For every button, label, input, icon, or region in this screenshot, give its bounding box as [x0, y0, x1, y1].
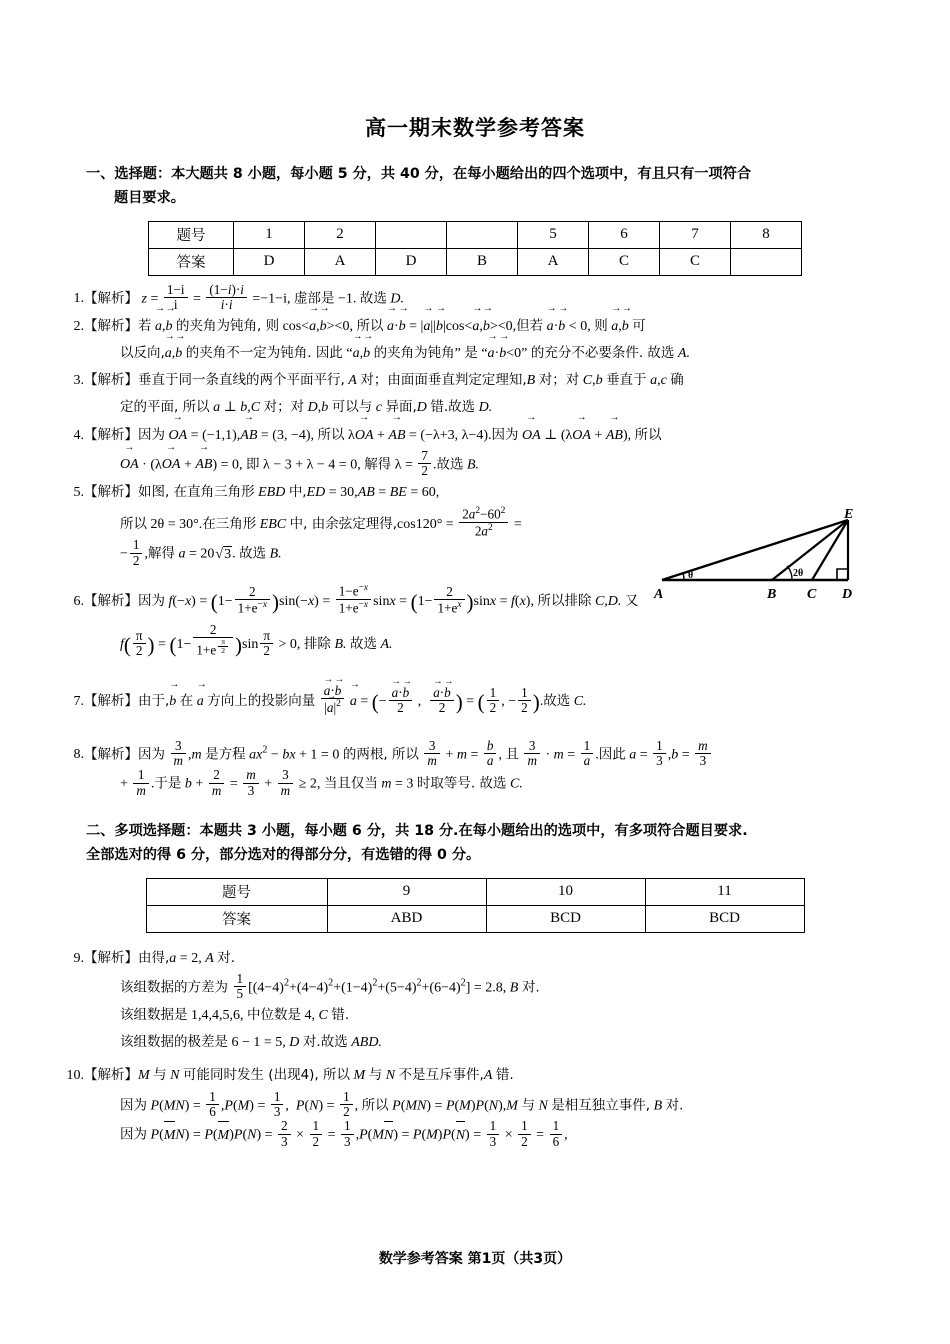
table-cell-a5: A	[518, 248, 589, 275]
figure-problem-5	[652, 508, 872, 608]
page-title: 高一期末数学参考答案	[365, 115, 585, 140]
figure-label-c: C	[807, 587, 817, 602]
figure-label-e: E	[844, 508, 854, 522]
table-cell-q2: 2	[305, 221, 376, 248]
table-cell-a2: A	[305, 248, 376, 275]
section-2-heading-line2: 全部选对的得 6 分，部分选对的得部分分，有选错的得 0 分。	[86, 847, 481, 864]
table-cell-q8: 8	[731, 221, 802, 248]
triangle-abcde-svg	[652, 508, 872, 608]
jiexi-label-9: 【解析】	[84, 949, 138, 966]
table-cell-q4	[447, 221, 518, 248]
solution-number-8: 8.	[73, 747, 84, 762]
section-2-heading-line1: 二、多项选择题：本题共 3 小题，每小题 6 分，共 18 分.在每小题给出的选项中，有多项符合题目要求.	[86, 822, 748, 839]
section-1-heading-line1: 一、选择题：本大题共 8 小题，每小题 5 分，共 40 分，在每小题给出的四个选项中，有且只有一项符合	[86, 166, 752, 182]
table-cell-a3: D	[376, 248, 447, 275]
table-cell-a9: ABD	[327, 905, 486, 932]
section-2-answer-table-wrap	[0, 868, 950, 933]
figure-angle-2theta: 2θ	[793, 568, 804, 579]
jiexi-label-7: 【解析】	[84, 692, 138, 709]
table-cell-q9: 9	[327, 878, 486, 905]
figure-angle-theta: θ	[688, 570, 694, 581]
figure-label-b: B	[767, 587, 777, 602]
table-cell-q3	[376, 221, 447, 248]
solution-item-5: 5.【解析】如图, 在直角三角形 EBD 中,ED = 30,AB = BE = 60, 所以 2θ = 30°.在三角形 EBC 中, 由余弦定理得,cos120° = $\frac{2a^2-60^2}{2a^2}$ = − $\frac{1}{2}$ ,解得 a = 20 √ 3. 故选 B.	[86, 479, 866, 568]
solution-number-3: 3.	[73, 373, 84, 389]
solution-item-1: 1.【解析】 z = $\frac{1-i}{i}$ = $\frac{(1-i)\cdot i}{i\cdot i}$ =−1−i, 虚部是 −1. 故选 D.	[86, 283, 866, 313]
section-2-answer-table	[146, 878, 805, 933]
solution-item-6: 6.【解析】因为 f(−x) = (1− $\frac{2}{1+e^{-x}}$ )sin(−x) = $\frac{1-e^{-x}}{1+e^{-x}}$ sinx = (1− $\frac{2}{1+e^x}$ )sinx = f(x), 所以排除 C,D. 又 f( $\frac{\pi}{2}$ ) = (1− 2 1+e $^{\frac{\pi}{2}}$ )sin $\frac{\pi}{2}$ > 0, 排除 B. 故选 A.	[86, 582, 866, 666]
table-cell-a8	[731, 248, 802, 275]
table-header-question: 题号	[146, 878, 327, 905]
solution-item-4: 4.【解析】因为 OA → = (−1,1),AB → = (3, −4), 所以 λOA → + AB → = (−λ+3, λ−4).因为 OA → ⊥ (λOA → + AB →), 所以 OA → · (λOA → + AB →) = 0, 即 λ − 3 + λ − 4 = 0, 解得 λ = $\frac{7}{2}$ .故选 B.	[86, 422, 866, 479]
right-angle-mark-d	[837, 569, 848, 580]
table-cell-q1: 1	[234, 221, 305, 248]
solution-item-10: 10.【解析】M 与 N 可能同时发生 (出现4), 所以 M 与 N 不是互斥事件,A 错. 因为 P(MN) = $\frac{1}{6}$ ,P(M) = $\frac{1}{3}$ , P(N) = $\frac{1}{2}$ , 所以 P(MN) = P(M)P(N),M 与 N 是相互独立事件, B 对. 因为 P(MN) = P(M)P(N) = $\frac{2}{3}$ × $\frac{1}{2}$ = $\frac{1}{3}$ ,P(MN) = P(M)P(N) = $\frac{1}{3}$ × $\frac{1}{2}$ = $\frac{1}{6}$ ,	[86, 1062, 866, 1149]
table-row-answers	[146, 905, 804, 932]
jiexi-label-2: 【解析】	[84, 317, 138, 334]
jiexi-label-3: 【解析】	[84, 372, 138, 389]
solution-number-1: 1.	[73, 291, 84, 307]
table-cell-a6: C	[589, 248, 660, 275]
jiexi-label-4: 【解析】	[84, 426, 138, 443]
table-cell-q7: 7	[660, 221, 731, 248]
jiexi-label-5: 【解析】	[84, 483, 138, 500]
table-cell-q6: 6	[589, 221, 660, 248]
solution-item-2: 2.【解析】若 a →,b → 的夹角为钝角, 则 cos<a →,b →><0, 所以 a →·b → = |a →||b →|cos<a →,b →><0,但若 a →·b → < 0, 则 a →,b → 可 以反向,a →,b → 的夹角不一定为钝角. 因此 “a →,b → 的夹角为钝角” 是 “a →·b →<0” 的充分不必要条件. 故选 A.	[86, 313, 866, 368]
solution-number-4: 4.	[73, 427, 84, 443]
section-1-heading-line2: 题目要求。	[114, 190, 185, 207]
solution-number-7: 7.	[73, 693, 84, 709]
table-cell-q5: 5	[518, 221, 589, 248]
table-header-question: 题号	[149, 221, 234, 248]
table-cell-a4: B	[447, 248, 518, 275]
table-cell-a10: BCD	[486, 905, 645, 932]
table-cell-q10: 10	[486, 878, 645, 905]
solution-item-9: 9.【解析】由得,a = 2, A 对. 该组数据的方差为 $\frac{1}{5}$ $[(4-4)^2+(4-4)^2+(1-4)^2+(5-4)^2+(6-4)^2] = 2.8$, B 对. 该组数据是 1,4,4,5,6, 中位数是 4, C 错. 该组数据的极差是 6 − 1 = 5, D 对.故选 ABD.	[86, 945, 866, 1057]
solution-number-2: 2.	[73, 318, 84, 334]
table-header-answer: 答案	[149, 248, 234, 275]
table-row-question-numbers	[146, 878, 804, 905]
table-cell-a1: D	[234, 248, 305, 275]
section-2-heading	[0, 812, 950, 868]
jiexi-label-1: 【解析】	[84, 290, 138, 307]
table-cell-q11: 11	[645, 878, 804, 905]
table-header-answer: 答案	[146, 905, 327, 932]
figure-label-a: A	[654, 587, 664, 602]
solution-number-10: 10.	[66, 1068, 84, 1084]
section-1-answer-table	[148, 221, 802, 276]
section-1-heading	[0, 142, 950, 211]
jiexi-label-6: 【解析】	[84, 593, 138, 610]
section-1-answer-table-wrap	[0, 211, 950, 276]
solution-number-9: 9.	[73, 950, 84, 966]
table-cell-a11: BCD	[645, 905, 804, 932]
jiexi-label-10: 【解析】	[84, 1067, 138, 1084]
table-row-answers	[149, 248, 802, 275]
solution-number-5: 5.	[73, 484, 84, 500]
jiexi-label-8: 【解析】	[84, 746, 138, 762]
solution-item-8: 8.【解析】因为 $\frac{3}{m}$ ,m 是方程 $ax^2$ − bx + 1 = 0 的两根, 所以 $\frac{3}{m}$ + m = $\frac{b}{a}$ , 且 $\frac{3}{m}$ · m = $\frac{1}{a}$ .因此 a = $\frac{1}{3}$ ,b = $\frac{m}{3}$ + $\frac{1}{m}$ .于是 b + $\frac{2}{m}$ = $\frac{m}{3}$ + $\frac{3}{m}$ ≥ 2, 当且仅当 m = 3 时取等号. 故选 C.	[86, 739, 866, 798]
solutions-section-2	[0, 945, 950, 1149]
figure-label-d: D	[842, 587, 853, 602]
solution-item-3: 3.【解析】垂直于同一条直线的两个平面平行, A 对；由面面垂直判定定理知,B 对；对 C,b 垂直于 a,c 确 定的平面, 所以 a ⊥ b,C 对；对 D,b 可以与 c 异面,D 错.故选 D.	[86, 367, 866, 422]
table-row-question-numbers	[149, 221, 802, 248]
page-footer: 数学参考答案 第1页（共3页）	[378, 1251, 572, 1267]
solution-item-7: 7.【解析】由于,b → 在 a → 方向上的投影向量 $\frac{a \to\cdot b \to}{|a \to|^2}$ a → = (− $\frac{a \to\cdot b \to}{2}$ , $\frac{a \to\cdot b \to}{2}$ ) = ( $\frac{1}{2}$ , − $\frac{1}{2}$ ).故选 C.	[86, 682, 866, 723]
table-cell-a7: C	[660, 248, 731, 275]
solution-number-6: 6.	[73, 594, 84, 610]
